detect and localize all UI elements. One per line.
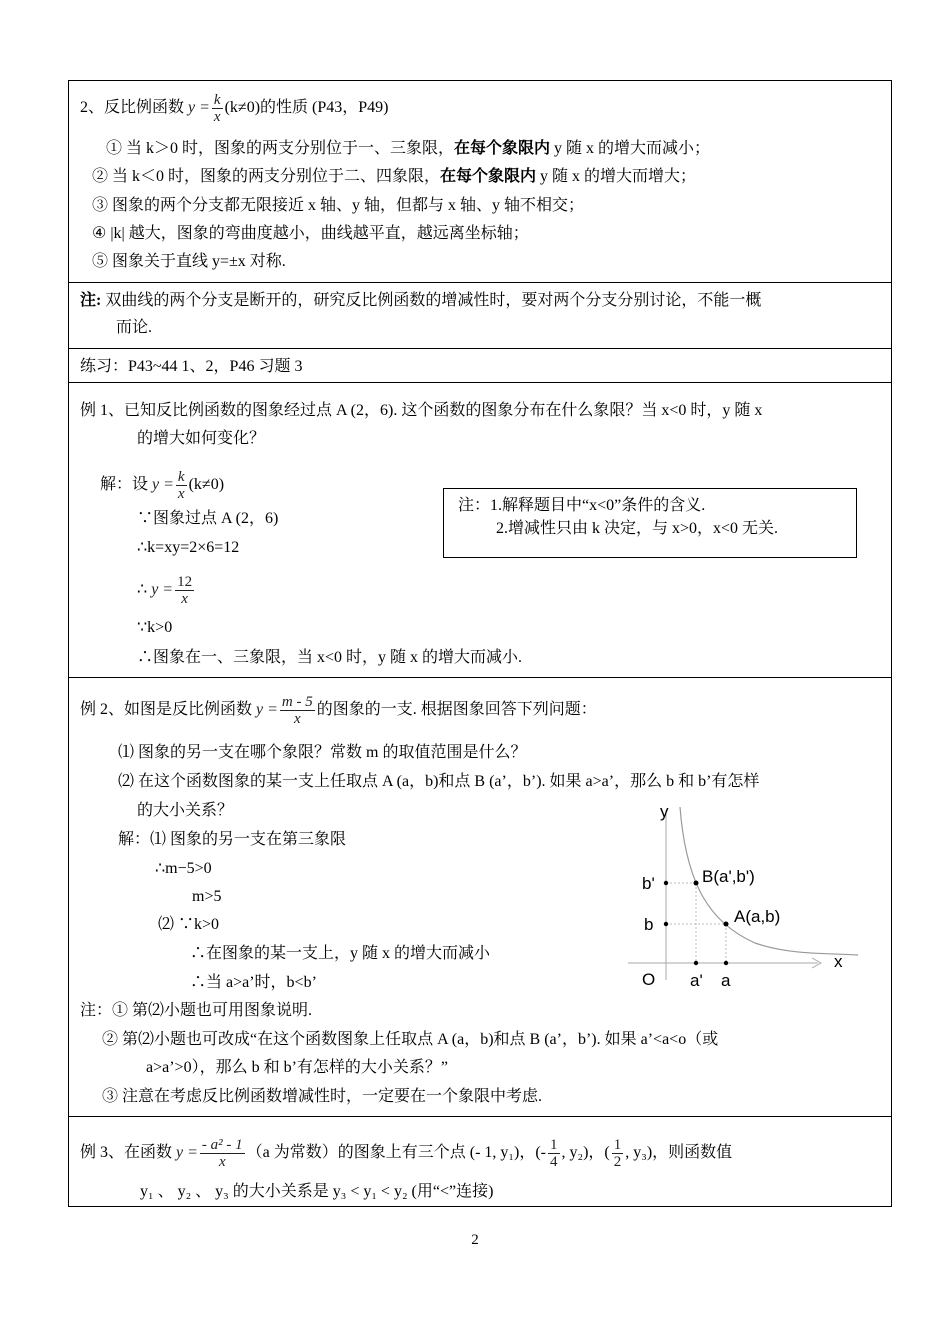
example-2-note-4: ③ 注意在考虑反比例函数增减性时，一定要在一个象限中考虑. <box>102 1088 543 1105</box>
example-1-note-line-2: 2.增减性只由 k 决定，与 x>0，x<0 无关. <box>496 520 779 537</box>
prop-text: ⑤ 图象关于直线 y=±x 对称. <box>92 253 286 270</box>
frac-den: x <box>177 486 185 502</box>
neg-a-squared-fraction <box>200 1137 245 1170</box>
note-1-line-2: 而论. <box>116 319 153 336</box>
divider-1 <box>68 282 892 283</box>
example-2-sol-4: ⑵ ∵k>0 <box>158 916 220 933</box>
property-5 <box>92 251 286 273</box>
property-1 <box>106 138 710 160</box>
prop-bold: 在每个象限内 <box>440 168 537 185</box>
example-1-step-3 <box>137 574 196 607</box>
example-1-step-4: ∵k>0 <box>137 619 173 636</box>
hyperbola-graph <box>620 795 870 995</box>
a-tick-dot <box>724 961 728 965</box>
b-label: b <box>644 915 654 934</box>
twelve-over-x-fraction <box>175 574 194 607</box>
example-3-p2-post: , y₂)，( <box>561 1144 610 1162</box>
b-tick-dot <box>664 922 668 926</box>
b-prime-label: b' <box>642 874 655 893</box>
example-2-q1: ⑴ 图象的另一支在哪个象限？常数 m 的取值范围是什么？ <box>118 744 527 761</box>
m-minus-5-over-x-fraction <box>280 694 315 727</box>
property-2 <box>92 166 696 188</box>
note-text: 双曲线的两个分支是断开的，研究反比例函数的增减性时，要对两个分支分别讨论，不能一概 <box>101 292 762 309</box>
property-3 <box>92 195 584 217</box>
practice-line: 练习：P43~44 1、2，P46 习题 3 <box>80 358 303 375</box>
property-4 <box>92 223 529 245</box>
origin-label: O <box>642 970 656 989</box>
frac-num: k <box>177 469 185 485</box>
divider-3 <box>68 382 892 383</box>
frac-den: x <box>175 590 194 607</box>
example-1-step-1: ∵图象过点 A (2，6) <box>137 510 279 527</box>
example-2-note-1: 注：① 第⑵小题也可用图象说明. <box>80 1002 313 1019</box>
frac-num: 1 <box>613 1137 622 1153</box>
section-title <box>80 92 389 125</box>
step-fn: y = <box>151 581 174 599</box>
point-a-label: A(a,b) <box>734 907 781 926</box>
example-2-post: 的图象的一支. 根据图象回答下列问题： <box>316 701 597 719</box>
point-a-dot <box>724 922 729 927</box>
example-3-line-2: y₁ 、 y₂ 、 y₃ 的大小关系是 y₃ < y₁ < y₂ (用“<”连接) <box>140 1183 494 1200</box>
sol-post: (k≠0) <box>188 476 225 494</box>
sol-fn: y = <box>152 476 174 494</box>
example-3-line-1 <box>80 1137 732 1170</box>
example-1-line-1: 例 1、已知反比例函数的图象经过点 A (2，6). 这个函数的图象分布在什么象限？当 x<0 时，y 随 x <box>80 402 763 419</box>
frac-den: x <box>213 109 221 125</box>
example-2-note-2: ② 第⑵小题也可改成“在这个函数图象上任取点 A (a，b)和点 B (a’，b’). 如果 a’<a<o（或 <box>102 1031 719 1048</box>
frac-den: x <box>200 1153 245 1170</box>
example-1-note-line-1: 注：1.解释题目中“x<0”条件的含义. <box>458 497 706 514</box>
section-title-fn: y = <box>188 99 210 117</box>
a-prime-tick-dot <box>694 961 698 965</box>
example-3-mid: （a 为常数）的图象上有三个点 (- 1, y₁)，(- <box>246 1144 546 1162</box>
frac-num: m - 5 <box>281 694 313 710</box>
example-2-sol-1: 解：⑴ 图象的另一支在第三象限 <box>118 831 347 848</box>
example-3-pre: 例 3、在函数 <box>80 1144 173 1162</box>
prop-text: y 随 x 的增大而增大； <box>536 168 697 185</box>
prop-text: ① 当 k＞0 时，图象的两支分别位于一、三象限， <box>106 140 455 157</box>
divider-2 <box>68 348 892 349</box>
example-1-step-2: ∴k=xy=2×6=12 <box>137 539 240 556</box>
k-over-x-fraction <box>176 469 187 502</box>
prop-text: ④ |k| 越大，图象的弯曲度越小，曲线越平直，越远离坐标轴； <box>92 225 529 242</box>
divider-4 <box>68 677 892 678</box>
example-2-title <box>80 694 597 727</box>
y-axis-label: y <box>660 802 669 821</box>
frac-den: 4 <box>550 1154 558 1170</box>
step-prefix: ∴ <box>137 581 148 599</box>
x-axis-label: x <box>834 952 843 971</box>
example-2-fn: y = <box>256 701 278 719</box>
example-2-sol-3: m>5 <box>192 888 222 905</box>
frac-num: k <box>213 92 221 108</box>
example-2-pre: 例 2、如图是反比例函数 <box>80 701 253 719</box>
prop-text: ② 当 k＜0 时，图象的两支分别位于二、四象限， <box>92 168 441 185</box>
prop-text: ③ 图象的两个分支都无限接近 x 轴、y 轴，但都与 x 轴、y 轴不相交； <box>92 197 585 214</box>
frac-num: 1 <box>550 1137 558 1153</box>
example-3-fn: y = <box>176 1144 198 1162</box>
example-2-sol-2: ∴m−5>0 <box>155 860 212 877</box>
frac-den: x <box>280 710 315 727</box>
example-3-p3-post: , y₃)，则函数值 <box>625 1144 733 1162</box>
sol-label: 解：设 <box>100 476 149 494</box>
note-1-line-1 <box>80 290 761 312</box>
point-b-label: B(a',b') <box>702 867 755 886</box>
k-over-x-fraction <box>212 92 223 125</box>
example-2-note-3: a>a’>0），那么 b 和 b’有怎样的大小关系？” <box>146 1059 449 1076</box>
frac-num: 12 <box>177 574 193 590</box>
note-label: 注: <box>80 292 102 309</box>
point-b-dot <box>694 881 699 886</box>
example-1-solution-start <box>100 469 224 502</box>
b-prime-tick-dot <box>664 881 668 885</box>
example-2-q2-line-2: 的大小关系？ <box>137 802 234 819</box>
section-title-text: 2、反比例函数 <box>80 99 185 117</box>
section-title-post: (k≠0)的性质 (P43，P49) <box>224 99 389 117</box>
example-1-line-2: 的增大如何变化？ <box>137 430 266 447</box>
half-fraction <box>612 1137 624 1170</box>
example-2-q2-line-1: ⑵ 在这个函数图象的某一支上任取点 A (a，b)和点 B (a’，b’). 如果 a>a’，那么 b 和 b’有怎样 <box>118 773 760 790</box>
frac-den: 2 <box>613 1154 622 1170</box>
page-number: 2 <box>471 1232 479 1248</box>
quarter-fraction <box>548 1137 560 1170</box>
example-2-sol-6: ∴当 a>a’时，b<b’ <box>190 974 317 991</box>
example-2-sol-5: ∴在图象的某一支上，y 随 x 的增大而减小 <box>190 945 491 962</box>
example-1-step-5: ∴图象在一、三象限，当 x<0 时，y 随 x 的增大而减小. <box>137 649 523 666</box>
prop-bold: 在每个象限内 <box>454 140 551 157</box>
a-prime-label: a' <box>690 971 703 990</box>
frac-num: - a² - 1 <box>201 1137 243 1153</box>
prop-text: y 随 x 的增大而减小； <box>550 140 711 157</box>
divider-5 <box>68 1116 892 1117</box>
a-label: a <box>721 971 731 990</box>
